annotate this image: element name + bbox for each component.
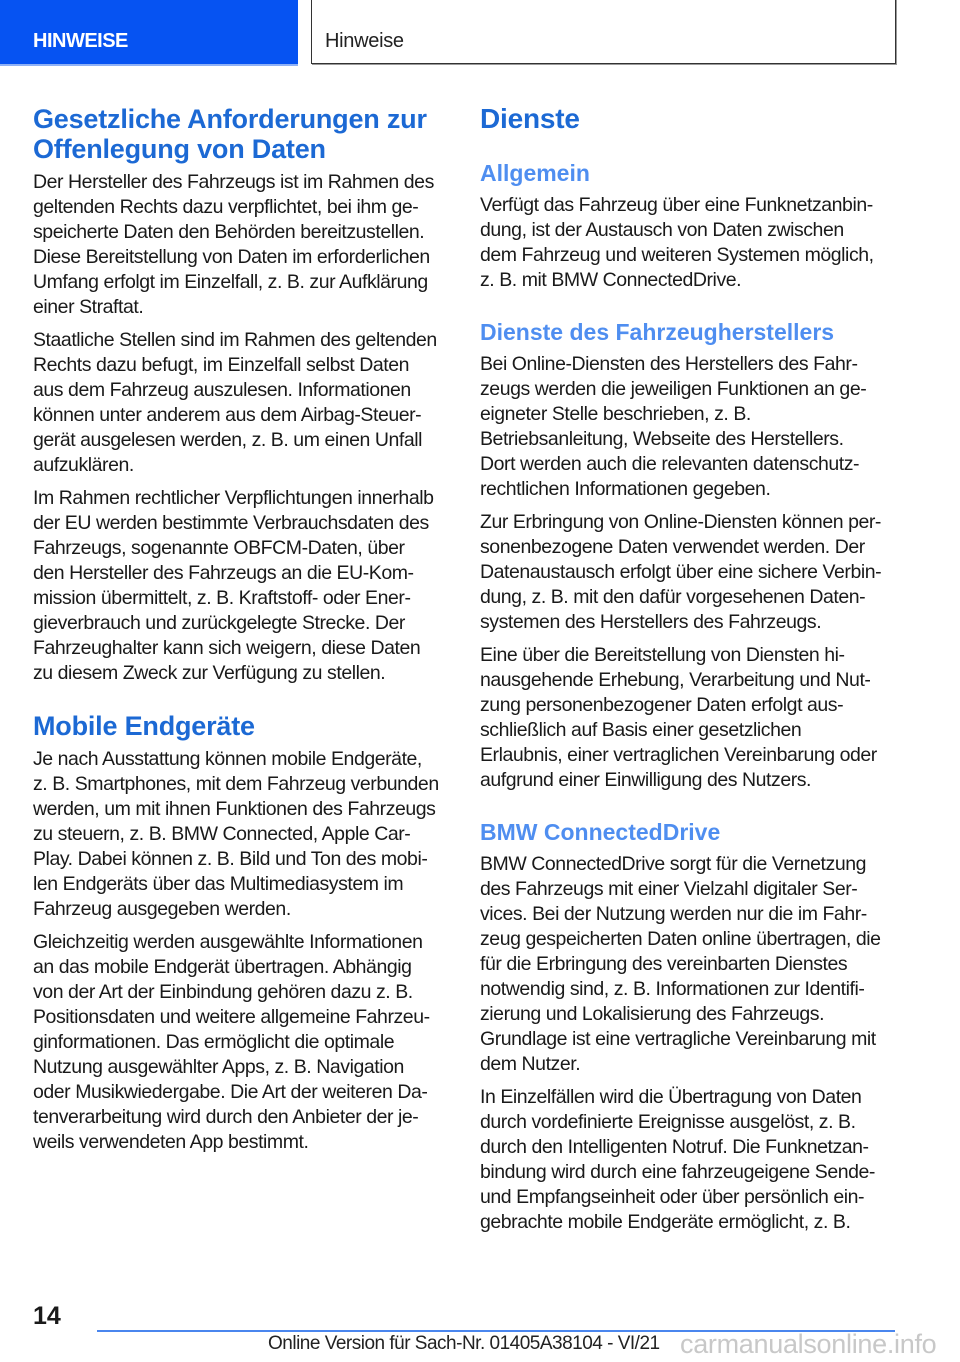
text-line: z. B. Smartphones, mit dem Fahrzeug verbunden (33, 773, 439, 795)
text-line: Eine über die Bereitstellung von Diensten hi- (480, 644, 845, 666)
text-line: systemen des Herstellers des Fahrzeugs. (480, 611, 822, 633)
text-line: sonenbezogene Daten verwendet werden. Der (480, 536, 865, 558)
text-line: dung, ist der Austausch von Daten zwischen (480, 219, 844, 241)
text-line: Gleichzeitig werden ausgewählte Informationen (33, 931, 423, 953)
text-line: Bei Online-Diensten des Herstellers des Fahr- (480, 353, 858, 375)
text-line: Betriebsanleitung, Webseite des Herstellers. (480, 428, 844, 450)
text-line: gerät ausgelesen werden, z. B. um einen Unfall (33, 429, 423, 451)
right-column (480, 103, 905, 1235)
text-line: Offenlegung von Daten (33, 134, 326, 164)
text-line: dem Fahrzeug und weiteren Systemen möglich, (480, 244, 874, 266)
text-line: vices. Bei der Nutzung werden nur die im Fahr- (480, 903, 867, 925)
text-line: notwendig sind, z. B. Informationen zur Identifi- (480, 978, 865, 1000)
paragraph (480, 352, 905, 502)
text-line: können unter anderem aus dem Airbag-Steuer- (33, 404, 422, 426)
text-line: Zur Erbringung von Online-Diensten können per- (480, 511, 881, 533)
text-line: Play. Dabei können z. B. Bild und Ton des mobi- (33, 848, 428, 870)
paragraph (480, 852, 905, 1077)
text-line: Erlaubnis, einer vertraglichen Vereinbarung oder (480, 744, 877, 766)
text-line: rechtlichen Informationen gegeben. (480, 478, 771, 500)
text-line: z. B. mit BMW ConnectedDrive. (480, 269, 742, 291)
left-column (33, 104, 458, 1155)
footer-text: Online Version für Sach-Nr. 01405A38104 - VI/21 (268, 1333, 660, 1354)
text-line: den Hersteller des Fahrzeugs an die EU-Kom- (33, 562, 414, 584)
text-line: nausgehende Erhebung, Verarbeitung und Nut- (480, 669, 871, 691)
header-title-box (311, 0, 896, 64)
paragraph (33, 747, 458, 922)
text-line: einer Straftat. (33, 296, 144, 318)
text-line: Fahrzeugs, sogenannte OBFCM-Daten, über (33, 537, 405, 559)
section-tab (0, 0, 298, 66)
text-line: und Empfangseinheit oder über persönlich ein- (480, 1186, 865, 1208)
text-line: Staatliche Stellen sind im Rahmen des geltenden (33, 329, 437, 351)
heading (33, 104, 458, 164)
text-line: len Endgeräts über das Multimediasystem im (33, 873, 404, 895)
text-line: ginformationen. Das ermöglicht die optimale (33, 1031, 395, 1053)
text-line: an das mobile Endgerät übertragen. Abhängig (33, 956, 412, 978)
text-line: Im Rahmen rechtlicher Verpflichtungen innerhalb (33, 487, 434, 509)
text-line: BMW ConnectedDrive (480, 819, 721, 845)
paragraph (33, 486, 458, 686)
text-line: zung personenbezogener Daten erfolgt aus- (480, 694, 844, 716)
text-line: Nutzung ausgewählter Apps, z. B. Navigation (33, 1056, 404, 1078)
text-line: zeugs werden die jeweiligen Funktionen an ge- (480, 378, 867, 400)
text-line: Datenaustausch erfolgt über eine sichere Verbin- (480, 561, 882, 583)
text-line: Dort werden auch die relevanten datenschutz- (480, 453, 860, 475)
heading (33, 711, 458, 741)
text-line: des Fahrzeugs mit einer Vielzahl digitaler Ser- (480, 878, 858, 900)
paragraph (480, 1085, 905, 1235)
text-line: BMW ConnectedDrive sorgt für die Vernetzung (480, 853, 867, 875)
text-line: oder Musikwiedergabe. Die Art der weiteren Da- (33, 1081, 428, 1103)
text-line: Rechts dazu befugt, im Einzelfall selbst Daten (33, 354, 410, 376)
header-title: Hinweise (325, 30, 404, 52)
text-line: Der Hersteller des Fahrzeugs ist im Rahmen des (33, 171, 434, 193)
text-line: von der Art der Einbindung gehören dazu z. B. (33, 981, 413, 1003)
paragraph (33, 328, 458, 478)
section-label: HINWEISE (33, 30, 128, 52)
text-line: Grundlage ist eine vertragliche Vereinbarung mit (480, 1028, 876, 1050)
text-line: Allgemein (480, 160, 590, 186)
paragraph (33, 930, 458, 1155)
text-line: geltenden Rechts dazu verpflichtet, bei ihm ge- (33, 196, 419, 218)
text-line: der EU werden bestimmte Verbrauchsdaten des (33, 512, 429, 534)
heading (480, 159, 905, 187)
text-line: aufgrund einer Einwilligung des Nutzers. (480, 769, 812, 791)
text-line: eigneter Stelle beschrieben, z. B. (480, 403, 751, 425)
text-line: Mobile Endgeräte (33, 711, 255, 741)
text-line: weils verwendeten App bestimmt. (33, 1131, 309, 1153)
text-line: In Einzelfällen wird die Übertragung von Daten (480, 1086, 862, 1108)
text-line: zu diesem Zweck zur Verfügung zu stellen. (33, 662, 386, 684)
text-line: Verfügt das Fahrzeug über eine Funknetzanbin- (480, 194, 873, 216)
text-line: dem Nutzer. (480, 1053, 581, 1075)
paragraph (480, 510, 905, 635)
heading (480, 818, 905, 846)
text-line: gebrachte mobile Endgeräte ermöglicht, z. B. (480, 1211, 851, 1233)
paragraph (480, 643, 905, 793)
text-line: schließlich auf Basis einer gesetzlichen (480, 719, 802, 741)
text-line: mission übermittelt, z. B. Kraftstoff- oder Ener- (33, 587, 411, 609)
text-line: Fahrzeughalter kann sich weigern, diese Daten (33, 637, 421, 659)
text-line: zierung und Lokalisierung des Fahrzeugs. (480, 1003, 825, 1025)
text-line: Fahrzeug ausgegeben werden. (33, 898, 291, 920)
text-line: dung, z. B. mit den dafür vorgesehenen Daten- (480, 586, 866, 608)
text-line: Dienste (480, 103, 580, 134)
text-line: Umfang erfolgt im Einzelfall, z. B. zur Aufklärung (33, 271, 428, 293)
heading (480, 318, 905, 346)
text-line: zeug gespeicherten Daten online übertragen, die (480, 928, 881, 950)
text-line: gieverbrauch und zurückgelegte Strecke. Der (33, 612, 405, 634)
text-line: durch den Intelligenten Notruf. Die Funknetzan- (480, 1136, 869, 1158)
text-line: bindung wird durch eine fahrzeugeigene Sende- (480, 1161, 875, 1183)
text-line: zu steuern, z. B. BMW Connected, Apple Car- (33, 823, 411, 845)
text-line: aus dem Fahrzeug auszulesen. Informationen (33, 379, 411, 401)
text-line: Diese Bereitstellung von Daten im erforderlichen (33, 246, 430, 268)
paragraph (33, 170, 458, 320)
text-line: durch vordefinierte Ereignisse ausgelöst, z. B. (480, 1111, 856, 1133)
text-line: für die Erbringung des vereinbarten Dienstes (480, 953, 848, 975)
watermark: carmanualsonline.info (680, 1329, 937, 1359)
text-line: Dienste des Fahrzeugherstellers (480, 319, 835, 345)
text-line: werden, um mit ihnen Funktionen des Fahrzeugs (33, 798, 436, 820)
text-line: Je nach Ausstattung können mobile Endgeräte, (33, 748, 422, 770)
text-line: Gesetzliche Anforderungen zur (33, 104, 427, 134)
text-line: aufzuklären. (33, 454, 134, 476)
text-line: tenverarbeitung wird durch den Anbieter der je- (33, 1106, 419, 1128)
text-line: speicherte Daten den Behörden bereitzustellen. (33, 221, 425, 243)
paragraph (480, 193, 905, 293)
heading (480, 103, 905, 135)
page-number: 14 (33, 1302, 61, 1330)
text-line: Positionsdaten und weitere allgemeine Fahrzeu- (33, 1006, 430, 1028)
